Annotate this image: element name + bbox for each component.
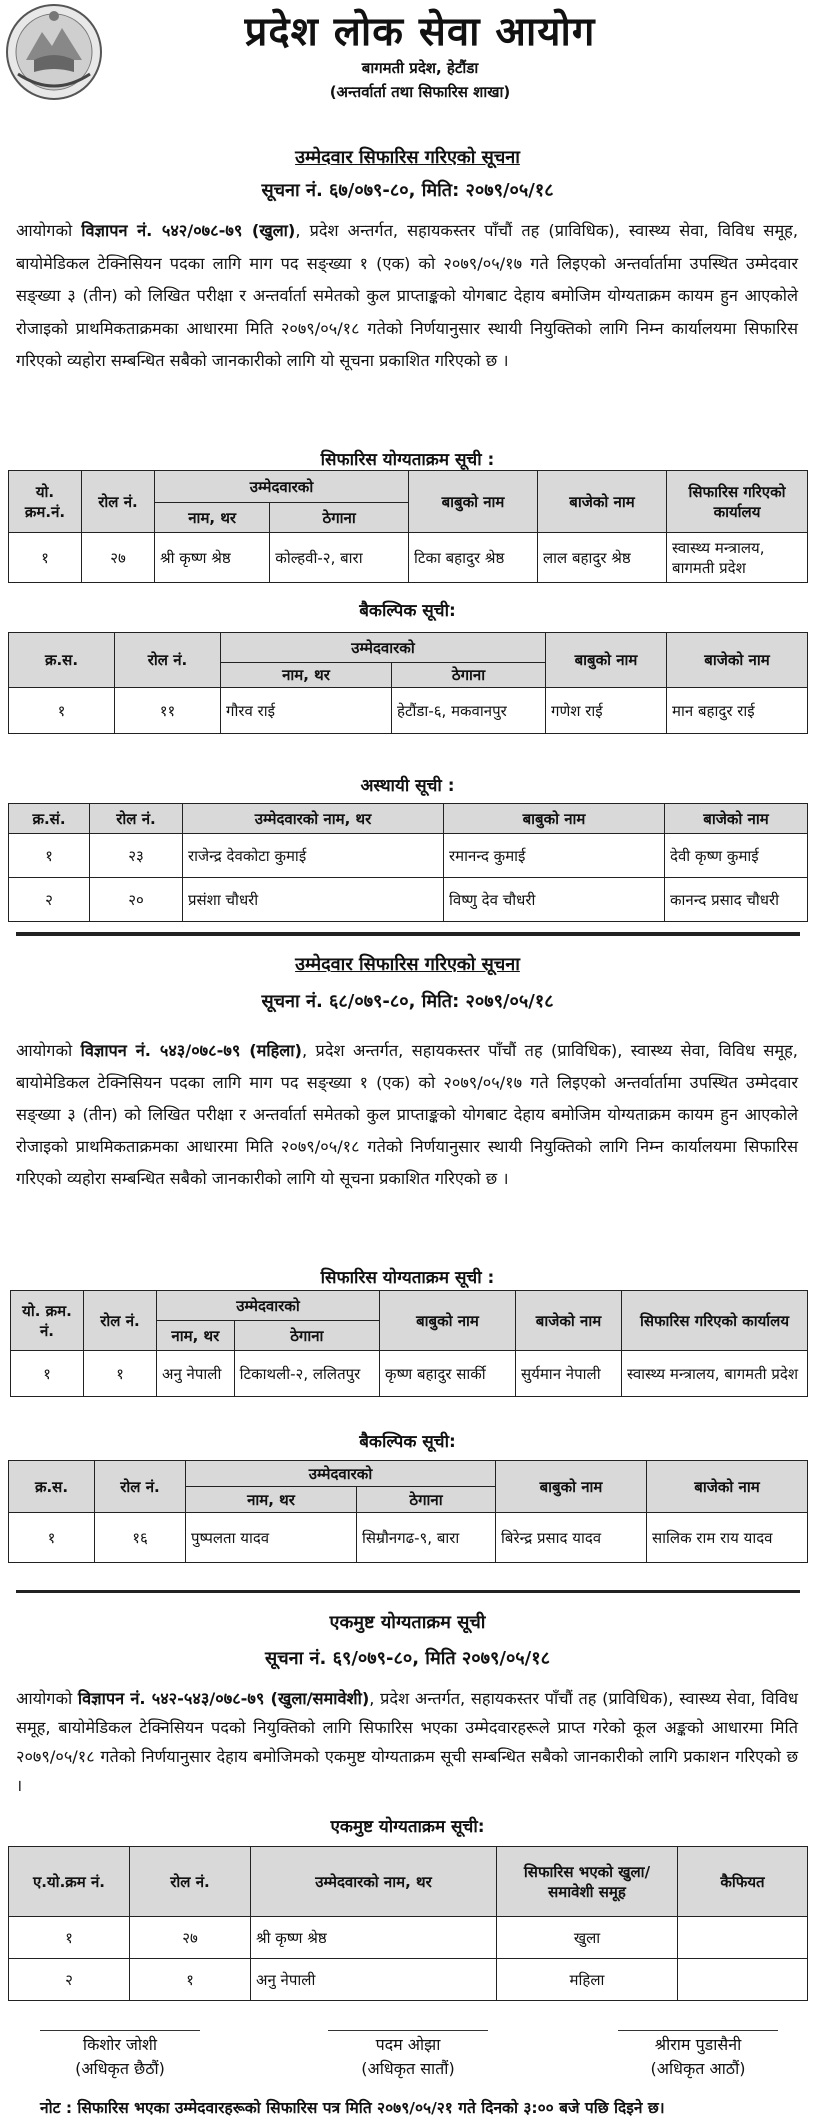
col-grandfather: बाजेको नाम [665, 804, 808, 834]
col-sn: क्र.स. [9, 633, 115, 688]
signature-block [318, 2030, 498, 2081]
notice2-recommendation-table [10, 1290, 808, 1397]
col-father: बाबुको नाम [496, 1461, 647, 1513]
notice1-alternate-table [8, 632, 808, 734]
col-roll: रोल नं. [95, 1461, 186, 1513]
col-roll: रोल नं. [130, 1847, 251, 1917]
notice2-rec-title: सिफारिस योग्यताक्रम सूची : [320, 1268, 495, 1288]
col-candidate: उम्मेदवारको [155, 471, 409, 503]
notice1-ad-number: विज्ञापन नं. ५४२/०७८-७९ (खुला) [81, 221, 296, 240]
col-grandfather: बाजेको नाम [538, 471, 667, 533]
col-office: सिफारिस गरिएको कार्यालय [622, 1291, 808, 1351]
col-roll: रोल नं. [90, 804, 183, 834]
col-roll: रोल नं. [82, 471, 155, 533]
col-sn: क्र.स. [9, 1461, 95, 1513]
table-row: १ २७ श्री कृष्ण श्रेष्ठ कोल्हवी-२, बारा टिका बहादुर श्रेष्ठ लाल बहादुर श्रेष्ठ स्वास्थ्य मन्त्रालय, बागमती प्रदेश [9, 533, 808, 583]
col-sn: यो. क्रम. नं. [11, 1291, 84, 1351]
notice3-ref: सूचना नं. ६९/०७९-८०, मिति २०७९/०५/१८ [265, 1648, 550, 1669]
notice2-alternate-table [8, 1460, 808, 1563]
notice2-alt-title: बैकल्पिक सूची: [359, 1432, 456, 1452]
signature-line [40, 2030, 200, 2031]
commission-title: प्रदेश लोक सेवा आयोग [244, 9, 596, 55]
signatory-name: किशोर जोशी [82, 2035, 158, 2054]
notice3-title: एकमुष्ट योग्यताक्रम सूची [329, 1612, 486, 1633]
col-father: बाबुको नाम [380, 1291, 516, 1351]
notice2-ref: सूचना नं. ६८/०७९-८०, मिति: २०७९/०५/१८ [261, 991, 554, 1012]
col-roll: रोल नं. [115, 633, 221, 688]
notice1-ref: सूचना नं. ६७/०७९-८०, मिति: २०७९/०५/१८ [261, 180, 554, 201]
signature-line [328, 2030, 488, 2031]
signatory-title: (अधिकृत आठौं) [650, 2059, 746, 2078]
col-candidate: उम्मेदवारको [186, 1461, 496, 1487]
branch-line: (अन्तर्वार्ता तथा सिफारिस शाखा) [329, 83, 511, 101]
col-candidate: उम्मेदवारको [157, 1291, 380, 1321]
col-name: नाम, थर [155, 503, 270, 533]
col-sn: क्र.सं. [9, 804, 90, 834]
col-grandfather: बाजेको नाम [647, 1461, 808, 1513]
col-father: बाबुको नाम [546, 633, 667, 688]
signature-line [618, 2030, 778, 2031]
table-row: २ २० प्रसंशा चौधरी विष्णु देव चौधरी कानन्द प्रसाद चौधरी [9, 878, 808, 922]
notice3-paragraph: आयोगको विज्ञापन नं. ५४२-५४३/०७८-७९ (खुला/समावेशी), प्रदेश अन्तर्गत, सहायकस्तर पाँचौं तह (प्राविधिक), स्वास्थ्य सेवा, विविध समूह, बायोमेडिकल टेक्निसियन पदको नियुक्तिको लागि सिफारिस भएका उम्मेदवारहरूले प्राप्त गरेको कूल अङ्कको आधारमा मिति २०७९/०५/१८ गतेको निर्णयानुसार देहाय बमोजिमको एकमुष्ट योग्यताक्रम सूची सम्बन्धित सबैको जानकारीको लागि प्रकाशन गरिएको छ । [16, 1689, 798, 1795]
col-address: ठेगाना [392, 663, 546, 688]
col-name: नाम, थर [221, 663, 392, 688]
combined-merit-table [8, 1846, 808, 2001]
section-divider [16, 932, 800, 936]
table-row: २ १ अनु नेपाली महिला [9, 1959, 808, 2001]
notice1-title: उम्मेदवार सिफारिस गरिएको सूचना [295, 147, 520, 168]
col-name: उम्मेदवारको नाम, थर [183, 804, 444, 834]
col-grandfather: बाजेको नाम [667, 633, 808, 688]
col-name: नाम, थर [157, 1321, 235, 1351]
col-sn: यो. क्रम.नं. [9, 471, 82, 533]
col-father: बाबुको नाम [409, 471, 538, 533]
signatory-title: (अधिकृत सातौं) [361, 2059, 455, 2078]
notice1-recommendation-table [8, 470, 808, 583]
col-name: उम्मेदवारको नाम, थर [251, 1847, 497, 1917]
col-remarks: कैफियत [678, 1847, 808, 1917]
notice1-temporary-table [8, 803, 808, 922]
notice1-temp-title: अस्थायी सूची : [360, 776, 455, 796]
table-row: १ १ अनु नेपाली टिकाथली-२, ललितपुर कृष्ण बहादुर सार्की सुर्यमान नेपाली स्वास्थ्य मन्त्रालय, बागमती प्रदेश [11, 1351, 808, 1397]
signature-block [30, 2030, 210, 2081]
table-row: १ १६ पुष्पलता यादव सिम्रौनगढ-९, बारा बिरेन्द्र प्रसाद यादव सालिक राम राय यादव [9, 1513, 808, 1563]
footer-note: नोट : सिफारिस भएका उम्मेदवारहरूको सिफारिस पत्र मिति २०७९/०५/२१ गते दिनको ३:०० बजे पछि दिइने छ। [40, 2099, 665, 2117]
notice2-title: उम्मेदवार सिफारिस गरिएको सूचना [295, 954, 520, 975]
section-divider [16, 1590, 800, 1593]
col-group: सिफारिस भएको खुला/ समावेशी समूह [497, 1847, 678, 1917]
table-row: १ २३ राजेन्द्र देवकोटा कुमाई रमानन्द कुमाई देवी कृष्ण कुमाई [9, 834, 808, 878]
notice1-rec-title: सिफारिस योग्यताक्रम सूची : [320, 450, 495, 470]
col-father: बाबुको नाम [444, 804, 665, 834]
col-address: ठेगाना [270, 503, 409, 533]
notice1-alt-title: बैकल्पिक सूची: [359, 601, 456, 621]
signatory-title: (अधिकृत छैठौं) [75, 2059, 165, 2078]
col-grandfather: बाजेको नाम [516, 1291, 622, 1351]
province-line: बागमती प्रदेश, हेटौंडा [361, 59, 479, 77]
notice3-tbl-title: एकमुष्ट योग्यताक्रम सूची: [330, 1817, 485, 1837]
col-sn: ए.यो.क्रम नं. [9, 1847, 130, 1917]
col-address: ठेगाना [234, 1321, 379, 1351]
signature-block [608, 2030, 788, 2081]
notice1-paragraph: आयोगको विज्ञापन नं. ५४२/०७८-७९ (खुला), प्रदेश अन्तर्गत, सहायकस्तर पाँचौं तह (प्राविधिक), स्वास्थ्य सेवा, विविध समूह, बायोमेडिकल टेक्निसियन पदका लागि माग पद सङ्ख्या १ (एक) को २०७९/०५/१७ गते लिइएको अन्तर्वार्तामा उपस्थित उम्मेदवार सङ्ख्या ३ (तीन) को लिखित परीक्षा र अन्तर्वार्ता समेतको कुल प्राप्ताङ्कको योगबाट देहाय बमोजिम योग्यताक्रम कायम हुन आएकोले रोजाइको प्राथमिकताक्रमका आधारमा मिति २०७९/०५/१८ गतेको निर्णयानुसार स्थायी नियुक्तिको लागि निम्न कार्यालयमा सिफारिस गरिएको व्यहोरा सम्बन्धित सबैको जानकारीको लागि यो सूचना प्रकाशित गरिएको छ । [16, 221, 798, 370]
signatory-name: पदम ओझा [375, 2035, 441, 2054]
notice2-paragraph: आयोगको विज्ञापन नं. ५४३/०७८-७९ (महिला), प्रदेश अन्तर्गत, सहायकस्तर पाँचौं तह (प्राविधिक), स्वास्थ्य सेवा, विविध समूह, बायोमेडिकल टेक्निसियन पदका लागि माग पद सङ्ख्या १ (एक) को २०७९/०५/१७ गते लिइएको अन्तर्वार्तामा उपस्थित उम्मेदवार सङ्ख्या ३ (तीन) को लिखित परीक्षा र अन्तर्वार्ता समेतको कुल प्राप्ताङ्कको योगबाट देहाय बमोजिम योग्यताक्रम कायम हुन आएकोले रोजाइको प्राथमिकताक्रमका आधारमा मिति २०७९/०५/१८ गतेको निर्णयानुसार स्थायी नियुक्तिको लागि निम्न कार्यालयमा सिफारिस गरिएको व्यहोरा सम्बन्धित सबैको जानकारीको लागि यो सूचना प्रकाशित गरिएको छ । [16, 1041, 798, 1188]
table-row: १ २७ श्री कृष्ण श्रेष्ठ खुला [9, 1917, 808, 1959]
col-office: सिफारिस गरिएको कार्यालय [667, 471, 808, 533]
nepal-emblem-icon [4, 2, 104, 102]
table-row: १ ११ गौरव राई हेटौंडा-६, मकवानपुर गणेश राई मान बहादुर राई [9, 688, 808, 734]
signatory-name: श्रीराम पुडासैनी [654, 2035, 742, 2054]
notice3-ad-number: विज्ञापन नं. ५४२-५४३/०७८-७९ (खुला/समावेशी) [77, 1689, 370, 1708]
notice2-ad-number: विज्ञापन नं. ५४३/०७८-७९ (महिला) [80, 1041, 302, 1060]
col-candidate: उम्मेदवारको [221, 633, 546, 663]
col-roll: रोल नं. [84, 1291, 157, 1351]
col-name: नाम, थर [186, 1487, 357, 1513]
col-address: ठेगाना [357, 1487, 496, 1513]
